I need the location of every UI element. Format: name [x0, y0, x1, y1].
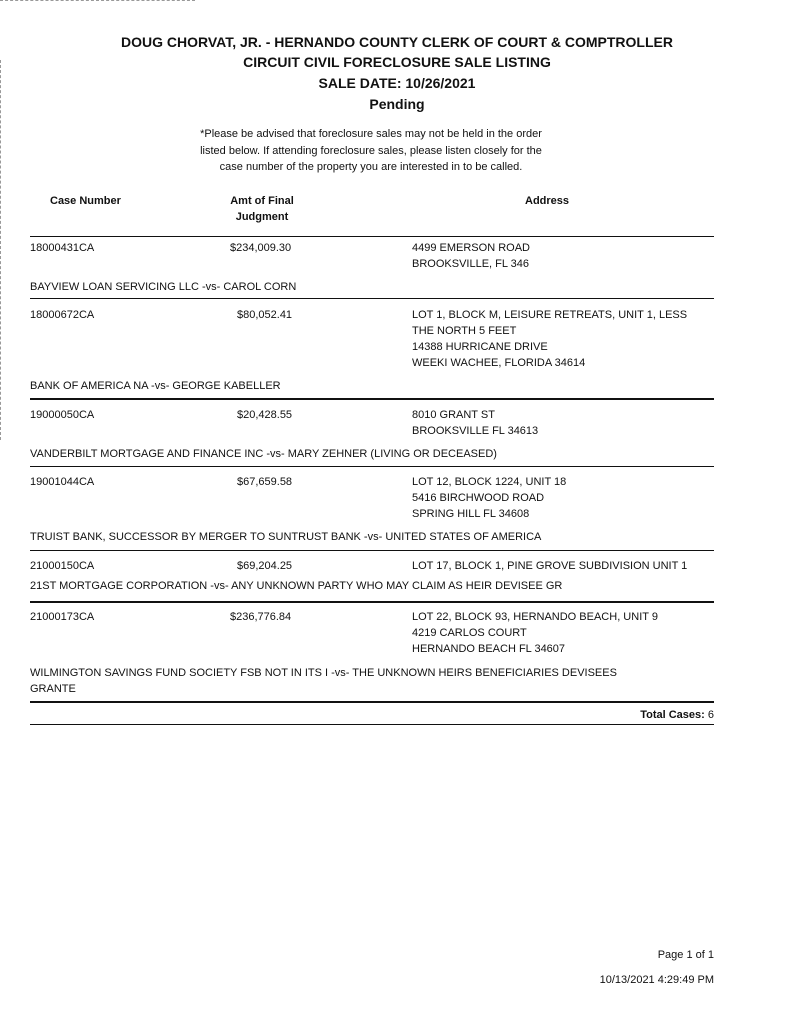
amount-header-line1: Amt of Final [230, 195, 294, 207]
page-number: Page 1 of 1 [657, 949, 714, 961]
address-line: BROOKSVILLE, FL 346 [412, 258, 529, 270]
property-address [412, 609, 658, 657]
clerk-title: DOUG CHORVAT, JR. - HERNANDO COUNTY CLERK OF COURT & COMPTROLLER [121, 34, 673, 50]
case-divider [30, 601, 714, 603]
judgment-amount: $236,776.84 [230, 611, 292, 623]
property-address [412, 558, 687, 574]
column-header-amount [212, 193, 312, 225]
judgment-amount: $67,659.58 [237, 476, 293, 488]
address-line: HERNANDO BEACH FL 34607 [412, 643, 566, 655]
address-line: SPRING HILL FL 34608 [412, 508, 530, 520]
address-line: LOT 12, BLOCK 1224, UNIT 18 [412, 476, 567, 488]
parties-line: VANDERBILT MORTGAGE AND FINANCE INC -vs- MARY ZEHNER (LIVING OR DECEASED) [30, 448, 497, 460]
case-parties [30, 446, 720, 462]
parties-line: BANK OF AMERICA NA -vs- GEORGE KABELLER [30, 380, 281, 392]
judgment-amount: $20,428.55 [237, 409, 293, 421]
judgment-amount: $80,052.41 [237, 309, 293, 321]
parties-line: GRANTE [30, 683, 76, 695]
status-label: Pending [369, 96, 425, 112]
parties-line: 21ST MORTGAGE CORPORATION -vs- ANY UNKNOWN PARTY WHO MAY CLAIM AS HEIR DEVISEE GR [30, 580, 563, 592]
header-divider [30, 236, 714, 237]
case-parties [30, 378, 720, 394]
address-line: 8010 GRANT ST [412, 409, 495, 421]
notice-line: listed below. If attending foreclosure sales, please listen closely for the [200, 144, 542, 157]
total-divider [30, 724, 714, 725]
parties-line: BAYVIEW LOAN SERVICING LLC -vs- CAROL CORN [30, 281, 297, 293]
print-timestamp: 10/13/2021 4:29:49 PM [599, 974, 714, 986]
case-divider [30, 466, 714, 467]
address-line: WEEKI WACHEE, FLORIDA 34614 [412, 357, 586, 369]
address-line: 4499 EMERSON ROAD [412, 242, 530, 254]
advisory-notice [0, 126, 742, 176]
address-line: BROOKSVILLE FL 34613 [412, 425, 539, 437]
property-address [412, 407, 538, 439]
case-number: 21000173CA [30, 611, 95, 623]
case-divider [30, 298, 714, 299]
notice-line: *Please be advised that foreclosure sales may not be held in the order [200, 128, 542, 140]
column-header-address: Address [525, 195, 570, 207]
column-header-case-number: Case Number [50, 195, 121, 207]
total-cases-value: 6 [707, 709, 714, 721]
address-line: 14388 HURRICANE DRIVE [412, 341, 548, 353]
property-address [412, 474, 566, 522]
address-line: LOT 1, BLOCK M, LEISURE RETREATS, UNIT 1, LESS [412, 309, 688, 321]
case-number: 19001044CA [30, 476, 95, 488]
property-address [412, 307, 687, 371]
case-divider [30, 550, 714, 551]
case-number: 19000050CA [30, 409, 95, 421]
scan-artifact-top [0, 0, 195, 1]
scan-artifact-left [0, 60, 4, 440]
address-line: LOT 22, BLOCK 93, HERNANDO BEACH, UNIT 9 [412, 611, 658, 623]
judgment-amount: $234,009.30 [230, 242, 292, 254]
case-divider [30, 398, 714, 400]
notice-line: case number of the property you are interested in to be called. [219, 161, 523, 173]
case-parties [30, 529, 720, 545]
total-cases [640, 709, 714, 721]
case-number: 21000150CA [30, 560, 95, 572]
property-address [412, 240, 530, 272]
case-parties [30, 578, 720, 594]
case-number: 18000431CA [30, 242, 95, 254]
parties-line: WILMINGTON SAVINGS FUND SOCIETY FSB NOT IN ITS I -vs- THE UNKNOWN HEIRS BENEFICIARIES DEVISEES [30, 667, 617, 679]
address-line: 5416 BIRCHWOOD ROAD [412, 492, 545, 504]
address-line: LOT 17, BLOCK 1, PINE GROVE SUBDIVISION UNIT 1 [412, 560, 688, 572]
address-line: THE NORTH 5 FEET [412, 325, 517, 337]
case-parties [30, 665, 720, 697]
case-parties [30, 279, 720, 295]
judgment-amount: $69,204.25 [237, 560, 293, 572]
sale-date: SALE DATE: 10/26/2021 [318, 75, 476, 91]
parties-line: TRUIST BANK, SUCCESSOR BY MERGER TO SUNTRUST BANK -vs- UNITED STATES OF AMERICA [30, 531, 542, 543]
total-cases-label: Total Cases: [640, 709, 705, 721]
address-line: 4219 CARLOS COURT [412, 627, 527, 639]
amount-header-line2: Judgment [235, 211, 289, 223]
table-end-divider [30, 701, 714, 703]
listing-title: CIRCUIT CIVIL FORECLOSURE SALE LISTING [243, 54, 551, 70]
case-number: 18000672CA [30, 309, 95, 321]
